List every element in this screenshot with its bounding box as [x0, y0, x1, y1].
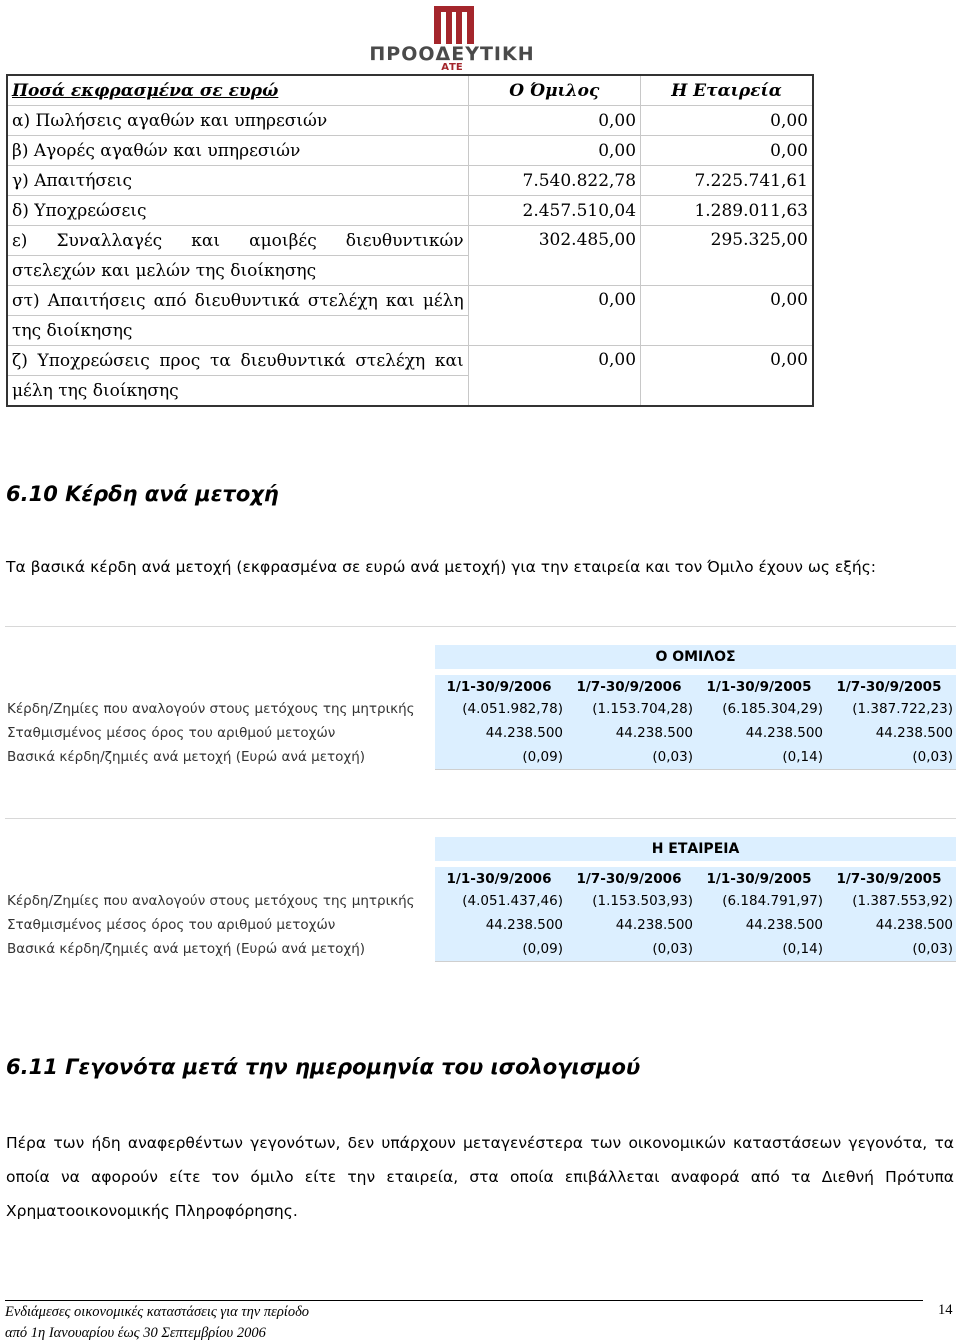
rp-value-group: 2.457.510,04 — [468, 196, 640, 226]
rp-value-group: 302.485,00 — [468, 226, 640, 286]
section-6-10-intro: Τα βασικά κέρδη ανά μετοχή (εκφρασμένα σε ευρώ ανά μετοχή) για την εταιρεία και τον Όμιλο έχουν ως εξής: — [6, 558, 877, 576]
footer-divider — [5, 1300, 923, 1301]
rp-row-label: δ) Υποχρεώσεις — [7, 196, 468, 226]
eps-row — [5, 675, 956, 699]
eps-row — [5, 937, 956, 961]
rp-row-label: ζ) Υποχρεώσεις προς τα διευθυντικά στελέχη και — [7, 346, 468, 376]
eps-cell: 44.238.500 — [485, 917, 563, 933]
section-6-11-body: Πέρα των ήδη αναφερθέντων γεγονότων, δεν υπάρχουν μεταγενέστερα των οικονομικών καταστάσεων γεγονότα, τα οποία να αφορούν είτε τον όμιλο είτε την εταιρεία, στα οποία επιβάλλεται αναφορά από τα Διεθνή Πρότυπα Χρηματοοικονομικής Πληροφόρησης. — [6, 1134, 954, 1220]
footer-line-2: από 1η Ιανουαρίου έως 30 Σεπτεμβρίου 2006 — [5, 1325, 266, 1341]
rp-row-label: α) Πωλήσεις αγαθών και υπηρεσιών — [7, 106, 468, 136]
rp-value-company: 0,00 — [641, 106, 813, 136]
eps-cell: (0,03) — [912, 941, 953, 957]
section-heading-6-11: 6.11 Γεγονότα μετά την ημερομηνία του ισολογισμού — [6, 1055, 641, 1079]
rp-row-label: της διοίκησης — [7, 316, 468, 346]
rp-row-label: γ) Απαιτήσεις — [7, 166, 468, 196]
rp-row — [7, 286, 813, 316]
eps-cell: (4.051.982,78) — [462, 701, 563, 717]
section-heading-6-10: 6.10 Κέρδη ανά μετοχή — [6, 482, 279, 506]
eps-row — [5, 697, 956, 721]
eps-cell: (1.153.704,28) — [592, 701, 693, 717]
rp-value-company: 295.325,00 — [641, 226, 813, 286]
eps-row-label: Σταθμισμένος μέσος όρος του αριθμού μετοχών — [7, 917, 336, 933]
rp-value-company: 0,00 — [641, 286, 813, 346]
rp-header-label: Ποσά εκφρασμένα σε ευρώ — [7, 75, 468, 106]
rp-row — [7, 346, 813, 376]
rp-header-group: Ο Όμιλος — [468, 75, 640, 106]
eps-period-header: 1/1-30/9/2006 — [446, 871, 552, 887]
eps-row — [5, 913, 956, 937]
eps-cell: (0,14) — [782, 941, 823, 957]
eps-row-label: Βασικά κέρδη/ζημιές ανά μετοχή (Ευρώ ανά μετοχή) — [7, 749, 366, 765]
rp-value-group: 0,00 — [468, 136, 640, 166]
eps-cell: 44.238.500 — [875, 917, 953, 933]
rp-row-label: ε) Συναλλαγές και αμοιβές διευθυντικών — [7, 226, 468, 256]
footer-text — [5, 1302, 309, 1344]
footer-line-1: Ενδιάμεσες οικονομικές καταστάσεις για την περίοδο — [5, 1304, 310, 1320]
eps-cell: (4.051.437,46) — [462, 893, 563, 909]
eps-period-header: 1/1-30/9/2005 — [706, 871, 812, 887]
eps-period-header: 1/7-30/9/2005 — [836, 871, 942, 887]
rp-row-label: στ) Απαιτήσεις από διευθυντικά στελέχη και μέλη — [7, 286, 468, 316]
eps-row-label: Κέρδη/Ζημίες που αναλογούν στους μετόχους της μητρικής — [7, 701, 415, 717]
company-logo — [348, 6, 556, 73]
logo-mark-icon — [434, 6, 474, 44]
rp-row-label: β) Αγορές αγαθών και υπηρεσιών — [7, 136, 468, 166]
rp-value-group: 0,00 — [468, 286, 640, 346]
eps-cell: (0,03) — [652, 941, 693, 957]
eps-cell: (6.184.791,97) — [722, 893, 823, 909]
eps-cell: (1.387.722,23) — [852, 701, 953, 717]
eps-row — [5, 745, 956, 769]
eps-row — [5, 721, 956, 745]
rp-row — [7, 226, 813, 256]
rp-value-company: 1.289.011,63 — [641, 196, 813, 226]
eps-cell: (1.153.503,93) — [592, 893, 693, 909]
page-number: 14 — [938, 1302, 953, 1318]
eps-row — [5, 889, 956, 913]
eps-cell: 44.238.500 — [485, 725, 563, 741]
eps-period-header: 1/7-30/9/2006 — [576, 679, 682, 695]
rp-value-company: 7.225.741,61 — [641, 166, 813, 196]
rp-row-label: μέλη της διοίκησης — [7, 376, 468, 407]
rp-header-company: Η Εταιρεία — [641, 75, 813, 106]
rp-row — [7, 196, 813, 226]
eps-cell: 44.238.500 — [875, 725, 953, 741]
rp-row — [7, 106, 813, 136]
eps-row — [5, 867, 956, 891]
eps-period-header: 1/1-30/9/2006 — [446, 679, 552, 695]
rp-row — [7, 136, 813, 166]
rp-value-company: 0,00 — [641, 346, 813, 407]
eps-cell: (0,03) — [912, 749, 953, 765]
eps-row-label: Κέρδη/Ζημίες που αναλογούν στους μετόχους της μητρικής — [7, 893, 415, 909]
eps-table-group — [5, 626, 956, 769]
eps-period-header: 1/7-30/9/2005 — [836, 679, 942, 695]
eps-table-company — [5, 818, 956, 961]
rp-value-group: 0,00 — [468, 106, 640, 136]
eps-cell: 44.238.500 — [745, 917, 823, 933]
eps-table-title: Ο ΟΜΙΛΟΣ — [435, 645, 956, 669]
eps-cell: (0,14) — [782, 749, 823, 765]
rp-row-label: στελεχών και μελών της διοίκησης — [7, 256, 468, 286]
eps-period-header: 1/1-30/9/2005 — [706, 679, 812, 695]
eps-cell: 44.238.500 — [745, 725, 823, 741]
eps-cell: (0,03) — [652, 749, 693, 765]
rp-value-group: 0,00 — [468, 346, 640, 407]
related-party-table — [6, 74, 814, 407]
logo-name: ΠΡΟΟΔΕΥΤΙΚΗ — [369, 43, 535, 65]
eps-table-title: Η ΕΤΑΙΡΕΙΑ — [435, 837, 956, 861]
eps-period-header: 1/7-30/9/2006 — [576, 871, 682, 887]
eps-cell: (6.185.304,29) — [722, 701, 823, 717]
rp-value-group: 7.540.822,78 — [468, 166, 640, 196]
eps-row-label: Βασικά κέρδη/ζημιές ανά μετοχή (Ευρώ ανά μετοχή) — [7, 941, 366, 957]
eps-cell: 44.238.500 — [615, 917, 693, 933]
eps-cell: 44.238.500 — [615, 725, 693, 741]
eps-cell: (0,09) — [522, 749, 563, 765]
rp-value-company: 0,00 — [641, 136, 813, 166]
eps-cell: (0,09) — [522, 941, 563, 957]
rp-row — [7, 166, 813, 196]
logo-sub: ΑΤΕ — [441, 62, 463, 73]
eps-cell: (1.387.553,92) — [852, 893, 953, 909]
eps-row-label: Σταθμισμένος μέσος όρος του αριθμού μετοχών — [7, 725, 336, 741]
